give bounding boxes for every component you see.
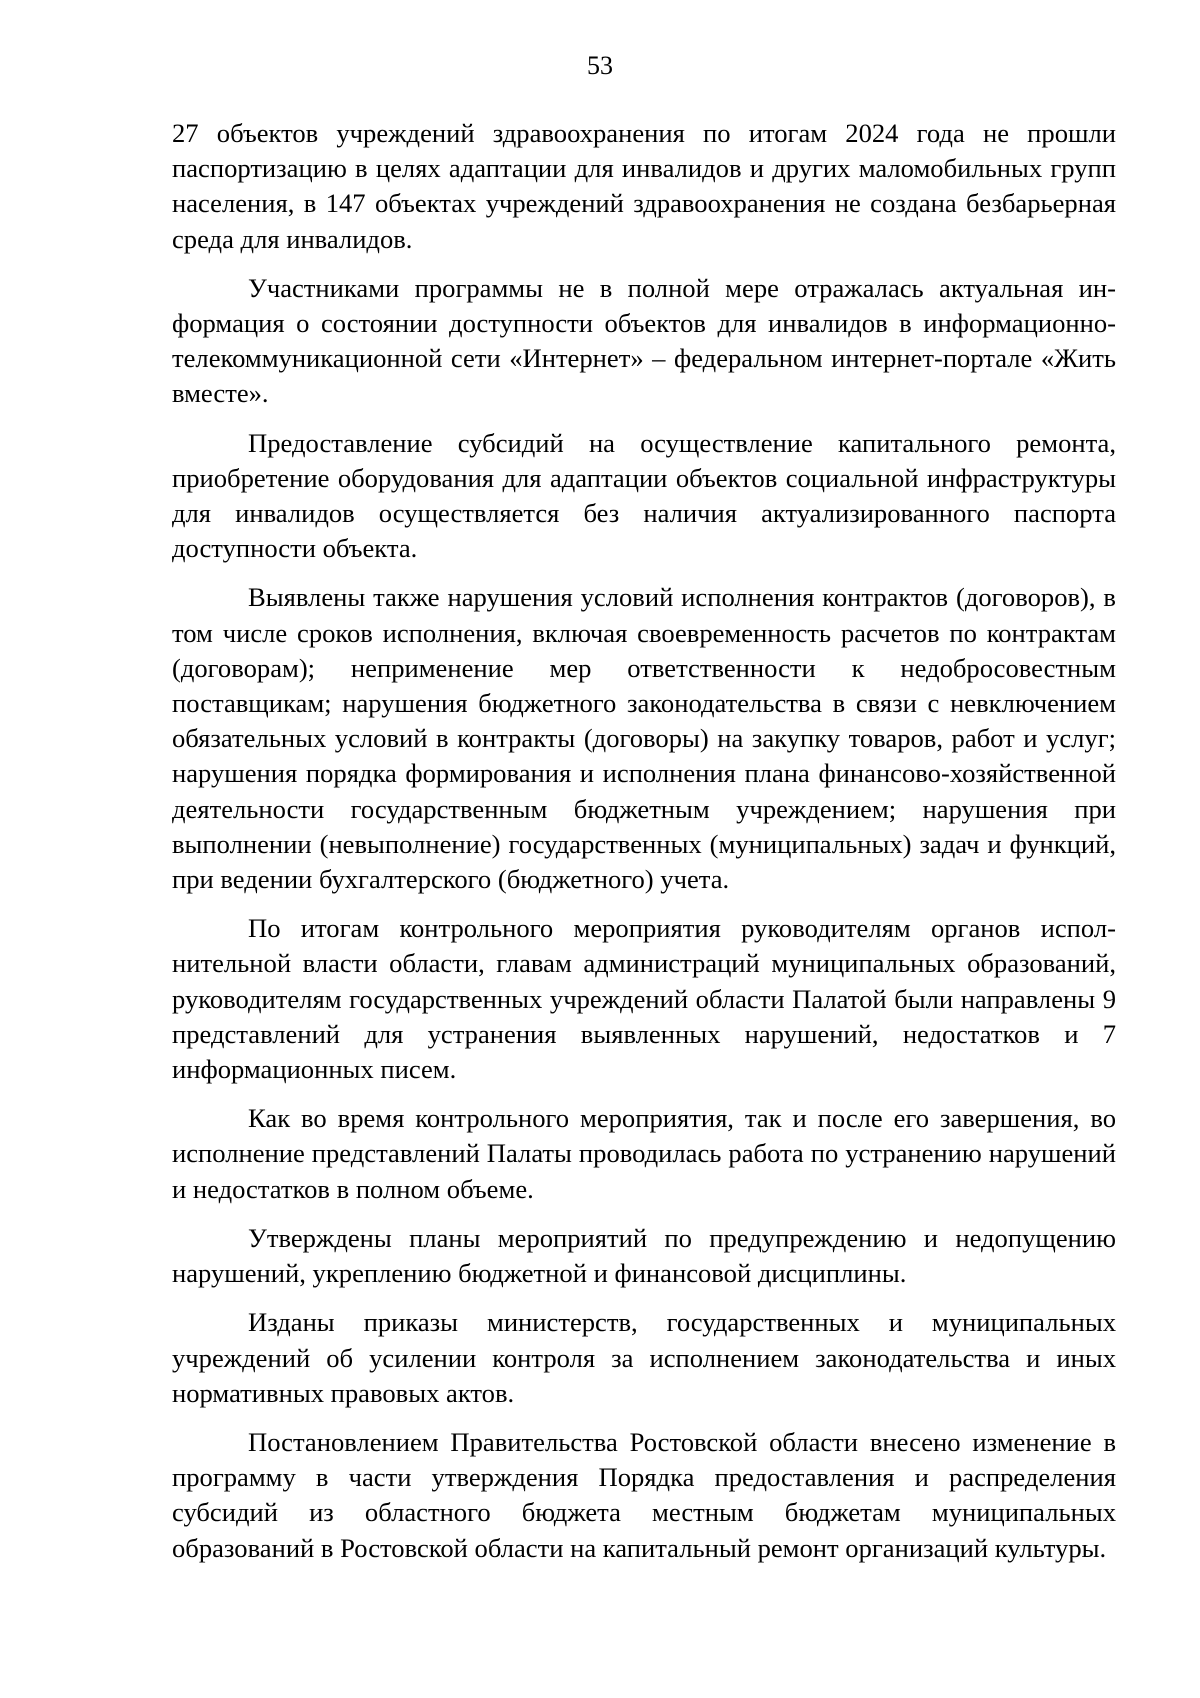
paragraph-5: По итогам контрольного мероприятия руководителям органов исполнительной власти области, главам администраций муниципальных образований, руководителям государственных учреждений области Палатой были направлены 9 представлений для устранения выявленных нарушений, недостатков и 7 информационных писем. <box>172 913 1116 1085</box>
paragraph-6: Как во время контрольного мероприятия, так и после его завершения, во исполнение представлений Палаты проводилась работа по устранению нарушений и недостатков в полном объеме. <box>172 1103 1116 1204</box>
page-number: 53 <box>587 51 613 80</box>
paragraph-4: Выявлены также нарушения условий исполнения контрактов (договоров), в том числе сроков исполнения, включая своевременность расчетов по контрактам (договорам); неприменение мер ответственности к недобросовестным поставщикам; нарушения бюджетного законодательства в связи с невключением обязательных условий в контракты (договоры) на закупку товаров, работ и услуг; нарушения порядка формирования и исполнения плана финансово-хозяйственной деятельности государственным бюджетным учреждением; нарушения при выполнении (невыполнение) государственных (муниципальных) задач и функций, при ведении бухгалтерского (бюджетного) учета. <box>172 582 1116 895</box>
paragraph-3: Предоставление субсидий на осуществление капитального ремонта, приобретение оборудования для адаптации объектов социальной инфраструктуры для инвалидов осуществляется без наличия актуализированного паспорта доступности объекта. <box>172 427 1116 564</box>
paragraph-9: Постановлением Правительства Ростовской области внесено изменение в программу в части утверждения Порядка предоставления и распределения субсидий из областного бюджета местным бюджетам муниципальных образований в Ростовской области на капитальный ремонт организаций культуры. <box>172 1426 1116 1563</box>
paragraph-7: Утверждены планы мероприятий по предупреждению и недопущению нарушений, укреплению бюджетной и финансовой дисциплины. <box>172 1222 1116 1289</box>
paragraph-2: Участниками программы не в полной мере отражалась актуальная информация о состоянии доступности объектов для инвалидов в информационно-телекоммуникационной сети «Интернет» – федеральном интернет-портале «Жить вместе». <box>172 272 1116 409</box>
document-body <box>172 116 1116 1580</box>
paragraph-8: Изданы приказы министерств, государственных и муниципальных учреждений об усилении контроля за исполнением законодательства и иных нормативных правовых актов. <box>172 1307 1116 1408</box>
paragraph-1: 27 объектов учреждений здравоохранения по итогам 2024 года не прошли паспортизацию в целях адаптации для инвалидов и других маломобильных групп населения, в 147 объектах учреждений здравоохранения не создана безбарьерная среда для инвалидов. <box>172 118 1116 254</box>
